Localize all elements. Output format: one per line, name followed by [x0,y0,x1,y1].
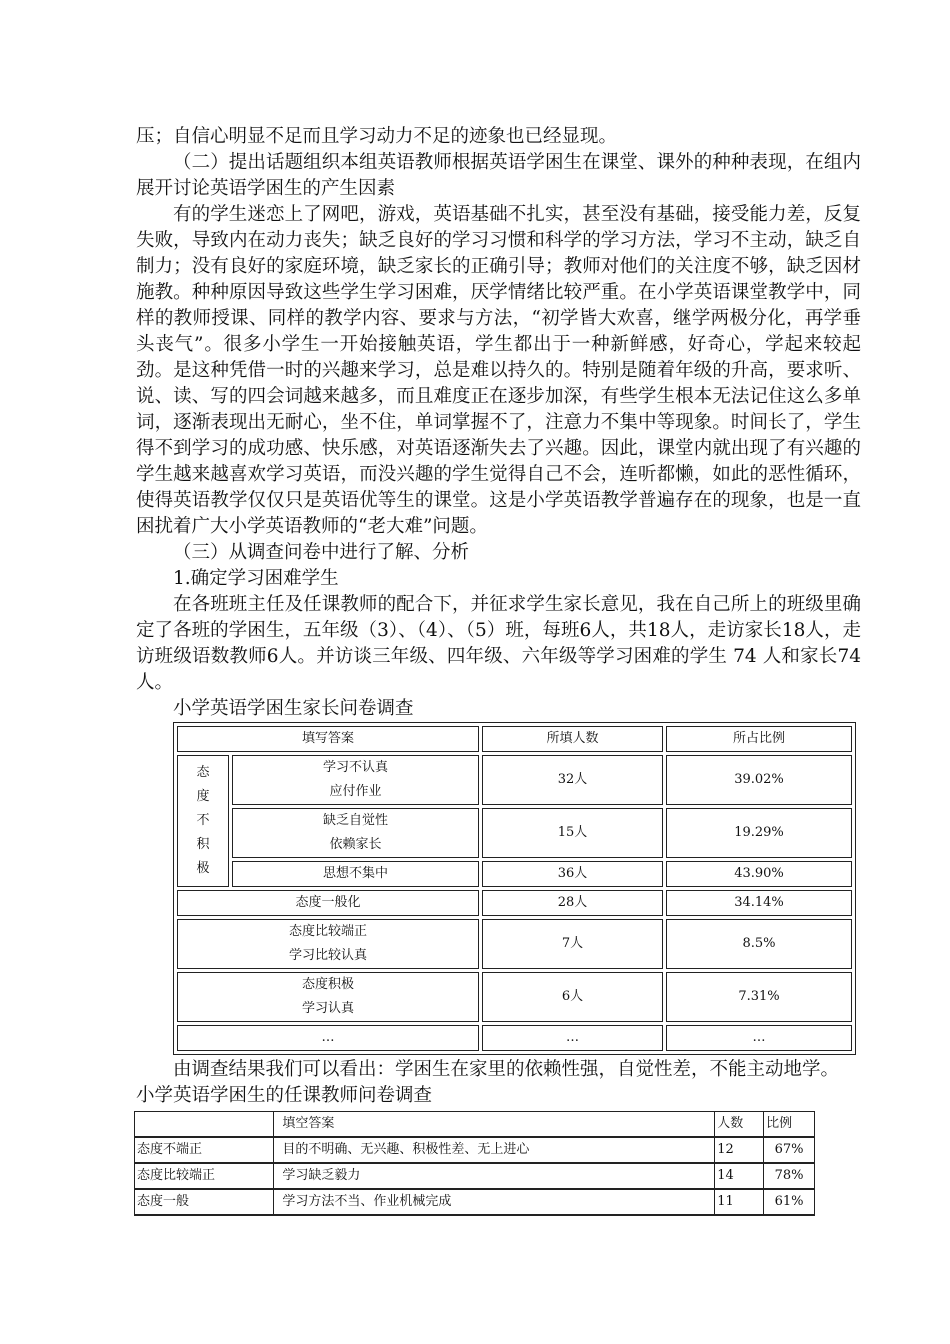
answer-line: 缺乏自觉性 [322,813,388,828]
ratio-cell: 19.29% [666,808,852,858]
table1-caption: 小学英语学困生家长问卷调查 [173,698,414,719]
answer-line: 学习比较认真 [288,948,367,963]
table-header-row [135,1112,815,1138]
table-row [177,861,852,887]
table-header-cell: 填写答案 [177,726,479,752]
group-label-char: 极 [196,861,210,876]
document-page [136,124,861,1216]
parent-survey-table [173,722,856,1055]
answer-cell: … [177,1025,479,1051]
subsection-heading: 1.确定学习困难学生 [173,568,339,589]
section-heading: （二）提出话题组织本组英语教师根据英语学困生在课堂、课外的种种表现，在组内展开讨论英语学困生的产生因素 [136,152,861,199]
count-cell: 14 [715,1163,764,1189]
group-label-char: 态 [196,765,210,780]
answer-line: 应付作业 [329,784,382,799]
table-row [177,1025,852,1051]
ratio-cell: … [666,1025,852,1051]
ratio-cell: 67% [764,1137,815,1163]
table-row [135,1189,815,1215]
ratio-cell: 61% [764,1189,815,1215]
ratio-cell: 78% [764,1163,815,1189]
row-label-cell: 态度比较端正 [135,1163,274,1189]
paragraph: 由调查结果我们可以看出：学困生在家里的依赖性强，自觉性差，不能主动地学。 [173,1059,840,1080]
ratio-cell: 34.14% [666,890,852,916]
teacher-survey-table [134,1111,815,1216]
answer-cell: 思想不集中 [232,861,479,887]
table-row [177,890,852,916]
table-row [135,1163,815,1189]
table2-caption: 小学英语学困生的任课教师问卷调查 [136,1085,433,1106]
count-cell: 7人 [482,919,663,969]
table-row [177,919,852,969]
count-cell: 6人 [482,972,663,1022]
answer-cell: 目的不明确、无兴趣、积极性差、无上进心 [274,1137,715,1163]
table-header-cell: 比例 [764,1112,815,1138]
table-header-cell: 所填人数 [482,726,663,752]
group-label-cell [177,755,229,887]
count-cell: 11 [715,1189,764,1215]
answer-cell: 态度一般化 [177,890,479,916]
answer-line: 依赖家长 [329,837,382,852]
answer-line: 学习认真 [301,1001,354,1016]
answer-cell [232,808,479,858]
answer-cell [177,919,479,969]
table-header-cell: 填空答案 [274,1112,715,1138]
count-cell: 12 [715,1137,764,1163]
answer-cell [232,755,479,805]
answer-cell: 学习缺乏毅力 [274,1163,715,1189]
answer-cell: 学习方法不当、作业机械完成 [274,1189,715,1215]
ratio-cell: 8.5% [666,919,852,969]
row-label-cell: 态度不端正 [135,1137,274,1163]
answer-line: 态度积极 [301,977,354,992]
count-cell: 36人 [482,861,663,887]
table-header-row [177,726,852,752]
ratio-cell: 39.02% [666,755,852,805]
count-cell: 15人 [482,808,663,858]
answer-cell [177,972,479,1022]
table-header-cell: 所占比例 [666,726,852,752]
table-row [177,808,852,858]
answer-line: 态度比较端正 [288,924,367,939]
answer-line: 学习不认真 [322,760,388,775]
table-header-cell: 人数 [715,1112,764,1138]
table-row [135,1137,815,1163]
row-label-cell: 态度一般 [135,1189,274,1215]
ratio-cell: 43.90% [666,861,852,887]
table-row [177,755,852,805]
table-header-cell [135,1112,274,1138]
count-cell: 32人 [482,755,663,805]
count-cell: 28人 [482,890,663,916]
paragraph: 在各班班主任及任课教师的配合下，并征求学生家长意见，我在自己所上的班级里确定了各班的学困生，五年级（3）、（4）、（5）班，每班6人，共18人，走访家长18人，走访班级语数教师6人。并访谈三年级、四年级、六年级等学习困难的学生 74 人和家长74人。 [136,594,861,693]
group-label-char: 不 [196,813,210,828]
group-label-char: 积 [196,837,210,852]
table-row [177,972,852,1022]
section-heading: （三）从调查问卷中进行了解、分析 [173,542,470,563]
group-label-char: 度 [196,789,210,804]
ratio-cell: 7.31% [666,972,852,1022]
paragraph: 有的学生迷恋上了网吧，游戏，英语基础不扎实，甚至没有基础，接受能力差，反复失败，导致内在动力丧失；缺乏良好的学习习惯和科学的学习方法，学习不主动，缺乏自制力；没有良好的家庭环境，缺乏家长的正确引导；教师对他们的关注度不够，缺乏因材施教。种种原因导致这些学生学习困难，厌学情绪比较严重。在小学英语课堂教学中，同样的教师授课、同样的教学内容、要求与方法，“初学皆大欢喜，继学两极分化，再学垂头丧气”。很多小学生一开始接触英语，学生都出于一种新鲜感，好奇心，学起来较起劲。是这种凭借一时的兴趣来学习，总是难以持久的。特别是随着年级的升高，要求听、说、读、写的四会词越来越多，而且难度正在逐步加深，有些学生根本无法记住这么多单词，逐渐表现出无耐心，坐不住，单词掌握不了，注意力不集中等现象。时间长了，学生得不到学习的成功感、快乐感，对英语逐渐失去了兴趣。因此，课堂内就出现了有兴趣的学生越来越喜欢学习英语，而没兴趣的学生觉得自己不会，连听都懒，如此的恶性循环，使得英语教学仅仅只是英语优等生的课堂。这是小学英语教学普遍存在的现象，也是一直困扰着广大小学英语教师的“老大难”问题。 [136,204,861,537]
count-cell: … [482,1025,663,1051]
paragraph: 压；自信心明显不足而且学习动力不足的迹象也已经显现。 [136,126,618,147]
